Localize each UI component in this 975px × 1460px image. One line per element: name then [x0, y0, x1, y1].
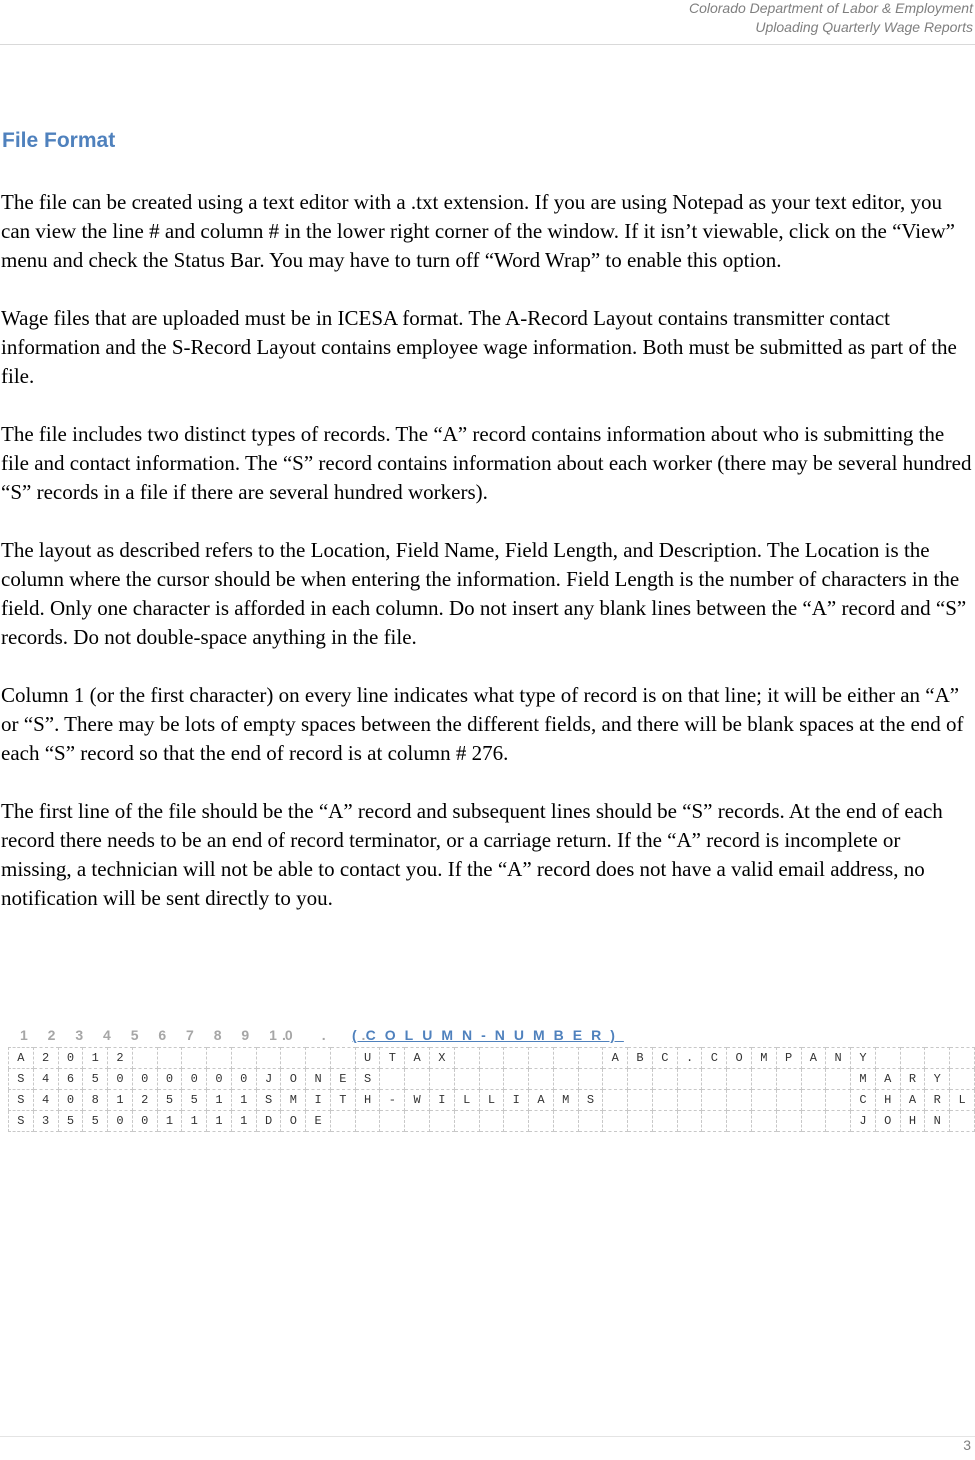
record-cell — [157, 1048, 182, 1069]
record-cell: 2 — [33, 1048, 58, 1069]
record-cell — [702, 1111, 727, 1132]
record-cell: 0 — [58, 1090, 83, 1111]
record-cell — [652, 1111, 677, 1132]
record-cell: R — [925, 1090, 950, 1111]
record-cell: Y — [851, 1048, 876, 1069]
record-cell: M — [851, 1069, 876, 1090]
record-cell — [925, 1048, 950, 1069]
record-cell — [380, 1111, 405, 1132]
record-cell — [281, 1048, 306, 1069]
record-cell: N — [925, 1111, 950, 1132]
record-cell: - — [380, 1090, 405, 1111]
record-cell — [826, 1069, 851, 1090]
record-cell: R — [900, 1069, 925, 1090]
record-cell — [727, 1090, 752, 1111]
record-cell: 4 — [33, 1069, 58, 1090]
record-cell: N — [826, 1048, 851, 1069]
record-cell: S — [355, 1069, 380, 1090]
column-number-header — [8, 1025, 968, 1047]
record-cell: S — [256, 1090, 281, 1111]
record-cell: X — [430, 1048, 455, 1069]
record-cell — [702, 1069, 727, 1090]
record-cell: T — [330, 1090, 355, 1111]
record-cell — [751, 1111, 776, 1132]
record-cell: 0 — [182, 1069, 207, 1090]
record-cell: 0 — [108, 1069, 133, 1090]
record-cell — [355, 1111, 380, 1132]
record-cell: I — [504, 1090, 529, 1111]
record-cell: E — [306, 1111, 331, 1132]
record-cell — [529, 1048, 554, 1069]
record-cell: 2 — [108, 1048, 133, 1069]
record-cell: L — [454, 1090, 479, 1111]
record-cell: L — [950, 1090, 975, 1111]
record-cell — [677, 1111, 702, 1132]
record-cell — [430, 1111, 455, 1132]
record-cell: 0 — [108, 1111, 133, 1132]
record-cell: M — [751, 1048, 776, 1069]
record-cell — [553, 1048, 578, 1069]
record-cell — [628, 1069, 653, 1090]
record-cell: P — [776, 1048, 801, 1069]
record-cell: M — [281, 1090, 306, 1111]
record-cell — [454, 1048, 479, 1069]
column-ellipsis: . . . — [282, 1027, 382, 1043]
record-cell: 5 — [157, 1090, 182, 1111]
header-department: Colorado Department of Labor & Employment — [688, 0, 973, 16]
record-cell: C — [702, 1048, 727, 1069]
record-cell — [454, 1069, 479, 1090]
record-cell — [677, 1090, 702, 1111]
record-cell: S — [9, 1111, 34, 1132]
record-cell — [603, 1069, 628, 1090]
record-cell — [628, 1111, 653, 1132]
record-cell: J — [256, 1069, 281, 1090]
record-cell: 1 — [231, 1111, 256, 1132]
record-cell — [702, 1090, 727, 1111]
record-cell: 1 — [83, 1048, 108, 1069]
record-cell — [727, 1111, 752, 1132]
record-cell: 3 — [33, 1111, 58, 1132]
record-cell: 2 — [132, 1090, 157, 1111]
record-cell: D — [256, 1111, 281, 1132]
record-cell: 0 — [207, 1069, 232, 1090]
record-cell: 6 — [58, 1069, 83, 1090]
record-cell: S — [9, 1090, 34, 1111]
record-cell — [826, 1090, 851, 1111]
record-cell: A — [529, 1090, 554, 1111]
record-cell — [256, 1048, 281, 1069]
record-cell — [207, 1048, 232, 1069]
record-cell: 1 — [108, 1090, 133, 1111]
record-cell: . — [677, 1048, 702, 1069]
record-cell — [553, 1069, 578, 1090]
record-cell — [330, 1048, 355, 1069]
record-cell: 0 — [132, 1111, 157, 1132]
paragraph-first-line: The first line of the file should be the “A” record and subsequent lines should be “S” records. At the end of each record there needs to be an end of record terminator, or a carriage return. If the “A” record is incomplete or missing, a technician will not be able to contact you. If the “A” record does not have a valid email address, no notification will be sent directly to you. — [1, 799, 943, 910]
record-cell — [801, 1069, 826, 1090]
record-cell: 1 — [207, 1090, 232, 1111]
record-cell — [182, 1048, 207, 1069]
record-cell: U — [355, 1048, 380, 1069]
record-cell: N — [306, 1069, 331, 1090]
record-cell: 0 — [157, 1069, 182, 1090]
record-cell: W — [405, 1090, 430, 1111]
record-cell — [727, 1069, 752, 1090]
record-cell — [776, 1111, 801, 1132]
record-cell: A — [9, 1048, 34, 1069]
record-cell — [578, 1048, 603, 1069]
paragraph-column-one: Column 1 (or the first character) on every line indicates what type of record is on that line; it will be either an “A” or “S”. There may be lots of empty spaces between the different fields, and there will be blank spaces at the end of each “S” record so that the end of record is at column # 276. — [1, 683, 964, 765]
record-cell: S — [578, 1090, 603, 1111]
record-cell — [950, 1069, 975, 1090]
paragraph-layout: The layout as described refers to the Location, Field Name, Field Length, and Description. The Location is the column where the cursor should be when entering the information. Field Length is the number of characters in the field. Only one character is afforded in each column. Do not insert any blank lines between the “A” record and “S” records. Do not double-space anything in the file. — [1, 538, 967, 649]
record-cell — [553, 1111, 578, 1132]
record-cell — [950, 1111, 975, 1132]
record-cell: E — [330, 1069, 355, 1090]
record-cell: B — [628, 1048, 653, 1069]
record-cell — [529, 1069, 554, 1090]
record-cell — [603, 1090, 628, 1111]
record-example — [8, 1025, 975, 1132]
record-grid — [8, 1047, 975, 1132]
record-cell: A — [405, 1048, 430, 1069]
record-cell — [603, 1111, 628, 1132]
record-cell: L — [479, 1090, 504, 1111]
record-cell — [801, 1090, 826, 1111]
page-number: 3 — [963, 1437, 971, 1453]
record-cell: 1 — [231, 1090, 256, 1111]
record-cell — [479, 1111, 504, 1132]
record-cell — [380, 1069, 405, 1090]
record-cell — [826, 1111, 851, 1132]
record-cell — [454, 1111, 479, 1132]
record-cell — [578, 1069, 603, 1090]
record-cell: H — [355, 1090, 380, 1111]
record-cell — [900, 1048, 925, 1069]
column-numbers: 1 2 3 4 5 6 7 8 9 10 — [20, 1027, 301, 1043]
record-row — [9, 1090, 975, 1111]
record-cell: 0 — [58, 1048, 83, 1069]
footer-rule — [0, 1436, 975, 1437]
record-cell — [405, 1111, 430, 1132]
record-cell — [330, 1111, 355, 1132]
record-cell: Y — [925, 1069, 950, 1090]
record-cell: 1 — [182, 1111, 207, 1132]
record-cell: A — [900, 1090, 925, 1111]
record-cell: 5 — [58, 1111, 83, 1132]
record-cell — [529, 1111, 554, 1132]
record-cell: C — [851, 1090, 876, 1111]
record-cell — [652, 1069, 677, 1090]
record-cell: A — [603, 1048, 628, 1069]
record-cell: 1 — [157, 1111, 182, 1132]
record-cell — [776, 1069, 801, 1090]
record-row — [9, 1069, 975, 1090]
body-text — [1, 188, 973, 942]
record-cell: I — [430, 1090, 455, 1111]
record-cell: 4 — [33, 1090, 58, 1111]
record-cell: I — [306, 1090, 331, 1111]
record-cell — [479, 1048, 504, 1069]
record-cell: 8 — [83, 1090, 108, 1111]
record-cell — [801, 1111, 826, 1132]
record-cell: 0 — [132, 1069, 157, 1090]
record-row — [9, 1111, 975, 1132]
record-cell — [751, 1090, 776, 1111]
record-cell — [578, 1111, 603, 1132]
record-cell — [231, 1048, 256, 1069]
header-document-title: Uploading Quarterly Wage Reports — [755, 19, 973, 35]
record-cell: O — [281, 1111, 306, 1132]
record-cell: S — [9, 1069, 34, 1090]
record-cell — [628, 1090, 653, 1111]
record-cell: 5 — [83, 1069, 108, 1090]
record-cell — [504, 1069, 529, 1090]
record-cell: O — [875, 1111, 900, 1132]
record-cell — [950, 1048, 975, 1069]
record-cell: H — [875, 1090, 900, 1111]
record-cell: A — [875, 1069, 900, 1090]
record-cell: 1 — [207, 1111, 232, 1132]
record-cell: 5 — [182, 1090, 207, 1111]
record-cell: T — [380, 1048, 405, 1069]
record-cell — [776, 1090, 801, 1111]
record-cell — [405, 1069, 430, 1090]
record-cell — [875, 1048, 900, 1069]
column-number-label: (COLUMN-NUMBER) — [352, 1027, 624, 1043]
record-cell — [677, 1069, 702, 1090]
record-cell: O — [727, 1048, 752, 1069]
record-cell — [132, 1048, 157, 1069]
record-cell: H — [900, 1111, 925, 1132]
paragraph-icesa-format: Wage files that are uploaded must be in ICESA format. The A-Record Layout contains transmitter contact information and the S-Record Layout contains employee wage information. Both must be submitted as part of the file. — [1, 306, 957, 388]
record-cell — [430, 1069, 455, 1090]
record-cell — [504, 1048, 529, 1069]
record-cell — [306, 1048, 331, 1069]
record-cell: A — [801, 1048, 826, 1069]
record-cell — [751, 1069, 776, 1090]
paragraph-text-editor: The file can be created using a text editor with a .txt extension. If you are using Notepad as your text editor, you can view the line # and column # in the lower right corner of the window. If it isn’t viewable, click on the “View” menu and check the Status Bar. You may have to turn off “Word Wrap” to enable this option. — [1, 190, 955, 272]
record-cell — [652, 1090, 677, 1111]
paragraph-record-types: The file includes two distinct types of records. The “A” record contains information about who is submitting the file and contact information. The “S” record contains information about each worker (there may be several hundred “S” records in a file if there are several hundred workers). — [1, 422, 972, 504]
section-title: File Format — [2, 129, 116, 152]
record-cell: O — [281, 1069, 306, 1090]
record-cell: C — [652, 1048, 677, 1069]
record-cell: M — [553, 1090, 578, 1111]
record-cell: J — [851, 1111, 876, 1132]
record-cell: 0 — [231, 1069, 256, 1090]
record-cell — [479, 1069, 504, 1090]
record-cell — [504, 1111, 529, 1132]
record-cell: 5 — [83, 1111, 108, 1132]
page-header — [0, 0, 975, 45]
record-row — [9, 1048, 975, 1069]
